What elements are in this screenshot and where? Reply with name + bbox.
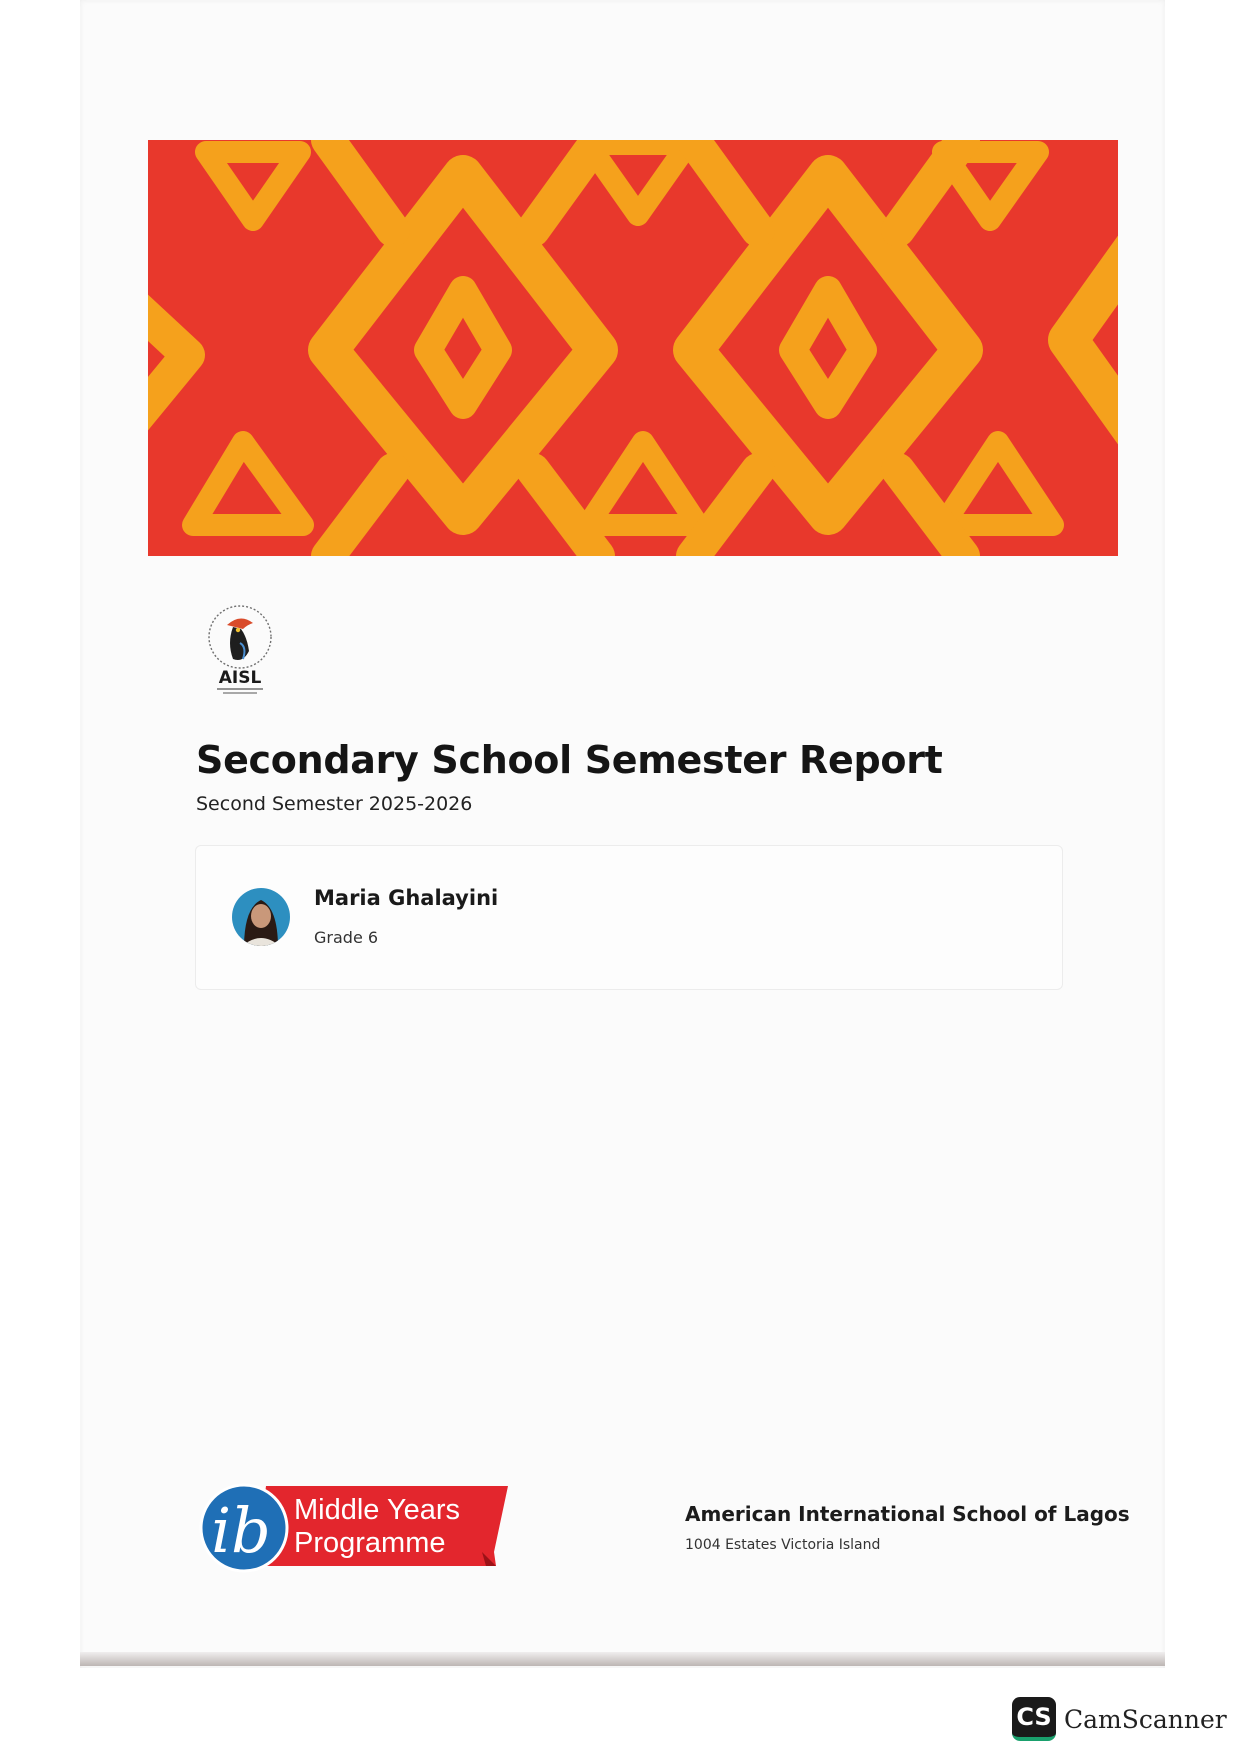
- ib-line1: Middle Years: [294, 1494, 461, 1526]
- school-logo: [203, 603, 278, 695]
- ib-mark: ib: [211, 1494, 271, 1567]
- decorative-banner: [148, 140, 1118, 556]
- school-address: 1004 Estates Victoria Island: [685, 1537, 881, 1553]
- report-subtitle: Second Semester 2025-2026: [196, 793, 473, 815]
- student-card: [195, 845, 1063, 990]
- avatar: [232, 888, 290, 946]
- report-title: Secondary School Semester Report: [196, 738, 943, 782]
- student-grade: Grade 6: [314, 928, 379, 947]
- toucan-seal-icon: [227, 618, 253, 660]
- page-bottom-edge: [80, 1652, 1165, 1666]
- camscanner-label: CamScanner: [1064, 1704, 1227, 1734]
- student-name: Maria Ghalayini: [314, 886, 499, 910]
- ib-line2: Programme: [294, 1527, 446, 1559]
- banner-pattern: [148, 140, 1118, 556]
- camscanner-icon: CS: [1012, 1697, 1056, 1741]
- camscanner-watermark: [1012, 1696, 1227, 1742]
- school-logo-text: AISL: [218, 668, 262, 688]
- ib-myp-logo: [196, 1480, 508, 1576]
- school-name: American International School of Lagos: [685, 1502, 1130, 1526]
